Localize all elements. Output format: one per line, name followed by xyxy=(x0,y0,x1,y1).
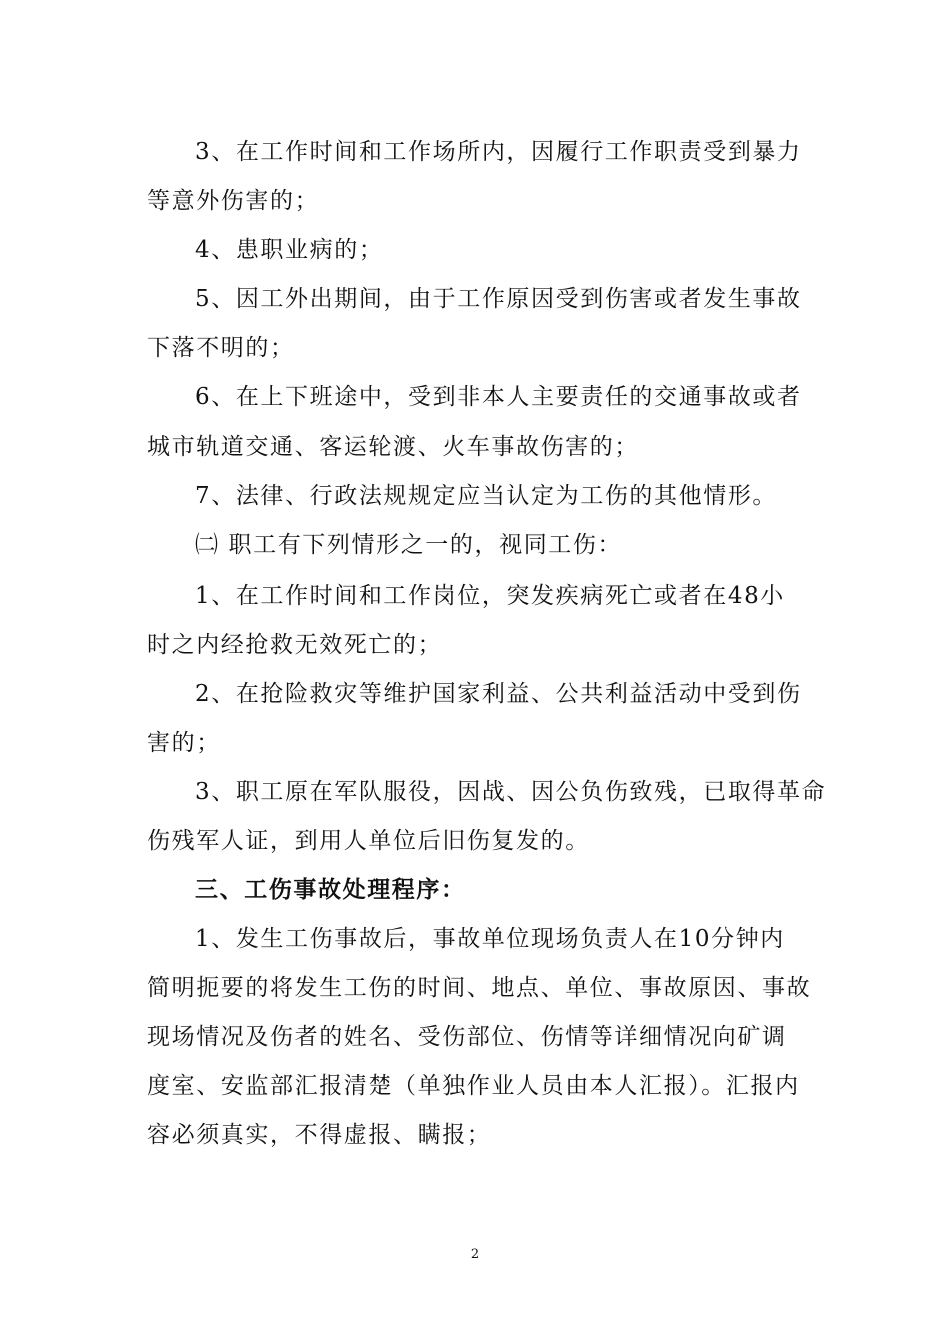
text-line: 1、在工作时间和工作岗位，突发疾病死亡或者在48小 xyxy=(195,583,785,609)
text-line: 容必须真实，不得虚报、瞒报； xyxy=(147,1122,492,1148)
text-line: 3、在工作时间和工作场所内，因履行工作职责受到暴力 xyxy=(195,139,802,165)
text-line: 6、在上下班途中，受到非本人主要责任的交通事故或者 xyxy=(195,384,802,410)
text-line: 4、患职业病的； xyxy=(195,237,384,263)
text-line: 2、在抢险救灾等维护国家利益、公共利益活动中受到伤 xyxy=(195,681,802,707)
text-line: 城市轨道交通、客运轮渡、火车事故伤害的； xyxy=(147,434,639,460)
text-line: ㈡ 职工有下列情形之一的，视同工伤： xyxy=(195,532,623,558)
text-line: 伤残军人证，到用人单位后旧伤复发的。 xyxy=(147,828,590,854)
text-line: 1、发生工伤事故后，事故单位现场负责人在10分钟内 xyxy=(195,926,785,952)
text-line: 7、法律、行政法规规定应当认定为工伤的其他情形。 xyxy=(195,483,778,509)
text-line: 简明扼要的将发生工伤的时间、地点、单位、事故原因、事故 xyxy=(147,975,812,1001)
section-heading: 三、工伤事故处理程序： xyxy=(195,877,466,903)
text-line: 度室、安监部汇报清楚（单独作业人员由本人汇报）。汇报内 xyxy=(147,1073,800,1099)
text-line: 下落不明的； xyxy=(147,335,295,361)
text-line: 害的； xyxy=(147,730,221,756)
page-number: 2 xyxy=(470,1247,480,1262)
text-line: 5、因工外出期间，由于工作原因受到伤害或者发生事故 xyxy=(195,286,802,312)
text-line: 3、职工原在军队服役，因战、因公负伤致残，已取得革命 xyxy=(195,779,827,805)
text-line: 时之内经抢救无效死亡的； xyxy=(147,632,443,658)
text-line: 等意外伤害的； xyxy=(147,188,320,214)
text-line: 现场情况及伤者的姓名、受伤部位、伤情等详细情况向矿调 xyxy=(147,1024,787,1050)
